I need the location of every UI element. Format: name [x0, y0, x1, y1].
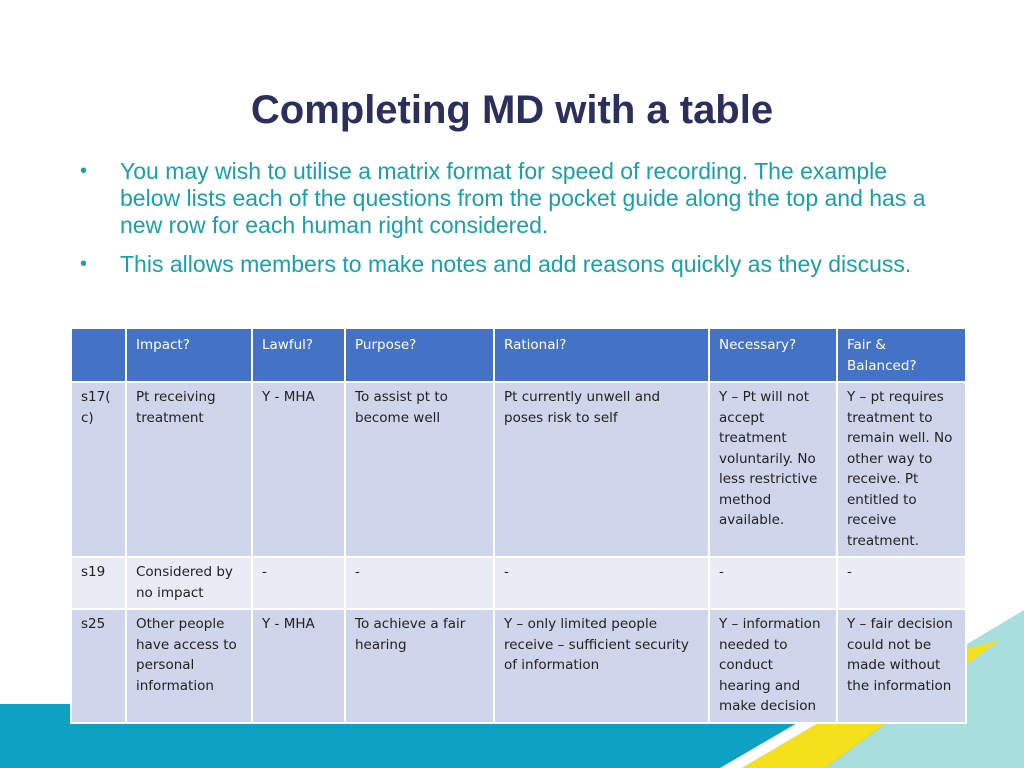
header-lawful: Lawful? [252, 328, 345, 382]
table-row [71, 382, 966, 557]
bullet-item [80, 158, 940, 239]
header-purpose: Purpose? [345, 328, 494, 382]
header-impact: Impact? [126, 328, 252, 382]
bullet-dot: • [80, 160, 88, 182]
table-cell: Other people have access to personal information [126, 609, 252, 723]
bullet-dot: • [80, 253, 88, 275]
table-cell: - [494, 557, 709, 609]
header-cell [71, 328, 126, 382]
bullet-list [80, 158, 940, 290]
table-cell: Y - MHA [252, 382, 345, 557]
table-cell: s17( c) [71, 382, 126, 557]
slide-title: Completing MD with a table [250, 88, 774, 132]
md-table [70, 327, 967, 724]
table-cell: - [252, 557, 345, 609]
header-necessary: Necessary? [709, 328, 837, 382]
table-cell: Pt currently unwell and poses risk to self [494, 382, 709, 557]
table-cell: Pt receiving treatment [126, 382, 252, 557]
table-row [71, 609, 966, 723]
table-cell: Considered by no impact [126, 557, 252, 609]
header-fair-balanced: Fair & Balanced? [837, 328, 966, 382]
table-cell: Y – pt requires treatment to remain well. No other way to receive. Pt entitled to receive treatment. [837, 382, 966, 557]
table-cell: s19 [71, 557, 126, 609]
table-cell: Y - MHA [252, 609, 345, 723]
table-cell: To achieve a fair hearing [345, 609, 494, 723]
table-cell: Y – Pt will not accept treatment voluntarily. No less restrictive method available. [709, 382, 837, 557]
table-cell: Y – only limited people receive – sufficient security of information [494, 609, 709, 723]
table-cell: - [837, 557, 966, 609]
table-cell: - [709, 557, 837, 609]
table-cell: Y – fair decision could not be made without the information [837, 609, 966, 723]
table-cell: s25 [71, 609, 126, 723]
table-cell: To assist pt to become well [345, 382, 494, 557]
bullet-item [80, 251, 940, 278]
table-cell: - [345, 557, 494, 609]
bullet-text: You may wish to utilise a matrix format for speed of recording. The example below lists each of the questions from the pocket guide along the top and has a new row for each human right considered. [120, 158, 926, 238]
table-header-row [71, 328, 966, 382]
bullet-text: This allows members to make notes and add reasons quickly as they discuss. [120, 251, 912, 277]
table-cell: Y – information needed to conduct hearing and make decision [709, 609, 837, 723]
header-rational: Rational? [494, 328, 709, 382]
table-row [71, 557, 966, 609]
